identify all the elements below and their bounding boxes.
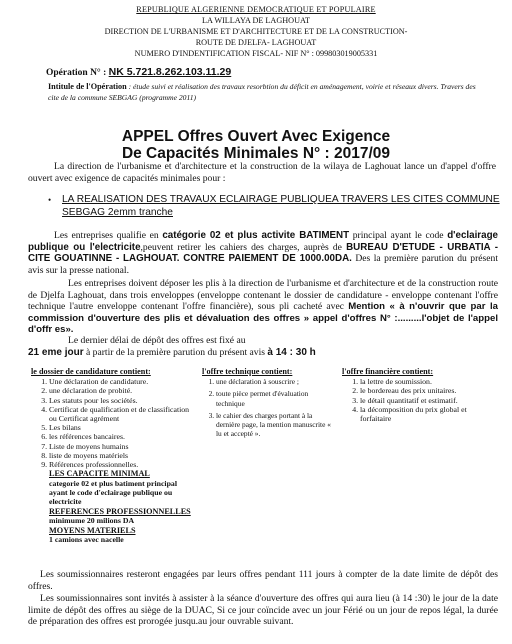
deadline-line	[28, 347, 316, 358]
list-item: 3. Les statuts pour les sociétés.	[49, 396, 196, 405]
intitule-label: Intitule de l'Opération	[48, 82, 127, 91]
financial-list	[342, 377, 492, 423]
list-item: 5. Les bilans	[49, 423, 196, 432]
announcement-title: APPEL Offres Ouvert Avec Exigence	[121, 128, 391, 145]
list-item: 2. une déclaration de probité.	[49, 386, 196, 395]
list-item: 7. Liste de moyens humains	[49, 442, 196, 451]
project-object: LA REALISATION DES TRAVAUX ECLAIRAGE PUBLIQUEA TRAVERS LES CITES COMMUNE SEBGAG 2emm tranche	[62, 194, 500, 218]
candidature-heading: le dossier de candidature contient:	[31, 367, 151, 376]
list-item: 8. liste de moyens matériels	[49, 451, 196, 460]
intitule-text: : étude suivi et réalisation des travaux resorbtion du déficit en aménagement, voirie et réseaux divers. Travers des cite de la commune SEBGAG (programme 2011)	[48, 82, 476, 102]
p2-category: catégorie 02 et plus activite BATIMENT	[162, 230, 350, 241]
operation-title	[48, 81, 488, 103]
list-item: 9. Références professionnelles.	[49, 460, 196, 469]
operation-label: Opération N° :	[46, 68, 107, 78]
technical-heading: l'offre technique contient:	[202, 367, 293, 376]
header-wilaya: LA WILLAYA DE LAGHOUAT	[201, 16, 311, 25]
p2-text-c: principal ayant le code	[349, 230, 448, 241]
candidature-list	[31, 377, 196, 469]
header-republic: REPUBLIQUE ALGERIENNE DEMOCRATIQUE ET POPULAIRE	[136, 5, 376, 14]
header-direction: DIRECTION DE L'URBANISME ET D'ARCHITECTURE ET DE LA CONSTRUCTION-	[104, 27, 408, 36]
financial-column	[342, 367, 492, 423]
references	[49, 507, 196, 526]
list-item: 4. Certificat de qualification et de classification ou Certificat agrément	[49, 405, 196, 423]
capacity-title: LES CAPACITE MINIMAL	[49, 469, 150, 479]
list-item: 1. Une déclaration de candidature.	[49, 377, 196, 386]
announcement-subtitle: De Capacités Minimales N° : 2017/09	[121, 145, 391, 162]
deadline-hour: à 14 : 30 h	[267, 347, 316, 358]
equipment-text: 1 camions avec nacelle	[49, 535, 124, 545]
p3-text-a: Les entreprises doivent déposer les plis à la direction de l'urbanisme et d'architecture et de la construction route de Djelfa Laghouat, dans trois enveloppes (enveloppe contenant le dossier de candidature - enveloppe contenant l'offre technique l'autre enveloppe contenant l'offre financière), sous pli cacheté avec	[28, 278, 498, 312]
p2-text-a: Les entreprises qualifie en	[54, 230, 163, 241]
submission-paragraph	[28, 278, 498, 336]
list-item: 4. la décomposition du prix global et forfaitaire	[360, 405, 492, 423]
technical-list	[202, 377, 337, 438]
references-title: REFERENCES PROFESSIONNELLES	[49, 506, 191, 516]
list-item: 2. toute pièce permet d'évaluation technique	[216, 389, 337, 407]
list-item: 3. le cahier des charges portant à la dernière page, la mention manuscrite « lu et accepté ».	[216, 411, 337, 439]
list-item: 1. la lettre de soumission.	[360, 377, 492, 386]
bullet-icon: •	[48, 195, 52, 205]
p2-text-g: Des la première parution du présent avis sur la presse national.	[28, 253, 498, 276]
financial-heading: l'offre financière contient:	[342, 367, 434, 376]
deadline-day: 21 eme jour	[28, 347, 84, 358]
p2-text-e: ,peuvent retirer les cahiers des charges, auprès de	[140, 241, 347, 253]
operation-line	[46, 66, 231, 78]
intro-paragraph: La direction de l'urbanisme et d'architecture et la construction de la wilaya de Laghouat lance un d'appel d'offre ouvert avec exigence de capacités minimales pour :	[28, 161, 496, 184]
minimum-capacity	[49, 469, 196, 544]
p2-code: d'eclairage publique ou l'electricite	[28, 230, 499, 253]
equipment-title: MOYENS MATERIELS	[49, 525, 136, 535]
references-text: minimume 20 milions DA	[49, 516, 135, 526]
list-item: 2. le bordereau des prix unitaires.	[360, 386, 492, 395]
withdrawal-paragraph	[28, 230, 498, 276]
technical-column	[202, 367, 337, 441]
header-nif: NUMERO D'INDENTIFICATION FISCAL- NIF N° : 099803019005331	[134, 49, 378, 58]
deadline-text: à partir de la première parution du présent avis	[83, 347, 268, 358]
p2-bureau: BUREAU D'ETUDE - URBATIA - CITE GOUATINNE - LAGHOUAT. CONTRE PAIEMENT DE 1000.00DA.	[28, 241, 498, 264]
header-address: ROUTE DE DJELFA- LAGHOUAT	[195, 38, 317, 47]
list-item: 1. une déclaration à souscrire ;	[216, 377, 337, 386]
operation-number: NK 5.721.8.262.103.11.29	[108, 66, 232, 78]
validity-paragraph: Les soumissionnaires resteront engagées par leurs offres pendant 111 jours à compter de la date limite de dépôt des offres.	[28, 569, 498, 592]
list-item: 6. les références bancaires.	[49, 432, 196, 441]
capacity-text: categorie 02 et plus batiment principal ayant le code d'eclairage publique ou electricite	[49, 478, 177, 507]
candidature-column	[31, 367, 196, 544]
deadline-paragraph: Le dernier délai de dépôt des offres est fixé au	[68, 335, 246, 346]
opening-paragraph: Les soumissionnaires sont invités à assister à la séance d'ouverture des offres qui aura lieu (à 14 :30) le jour de la date limite de dépôt des offres au siège de la DUAC, Si ce jour coïncide avec un jour Férié ou un jour de repos légal, la durée de préparation des offres est prorogée jusqu.au jour ouvrable suivant.	[28, 593, 498, 627]
p3-mention: Mention « à n'ouvrir que par la commission d'ouverture des plis et dévaluation des offres » appel d'offres N° :.........l'objet de l'appel d'offr es».	[28, 301, 498, 335]
list-item: 3. le détail quantitatif et estimatif.	[360, 396, 492, 405]
